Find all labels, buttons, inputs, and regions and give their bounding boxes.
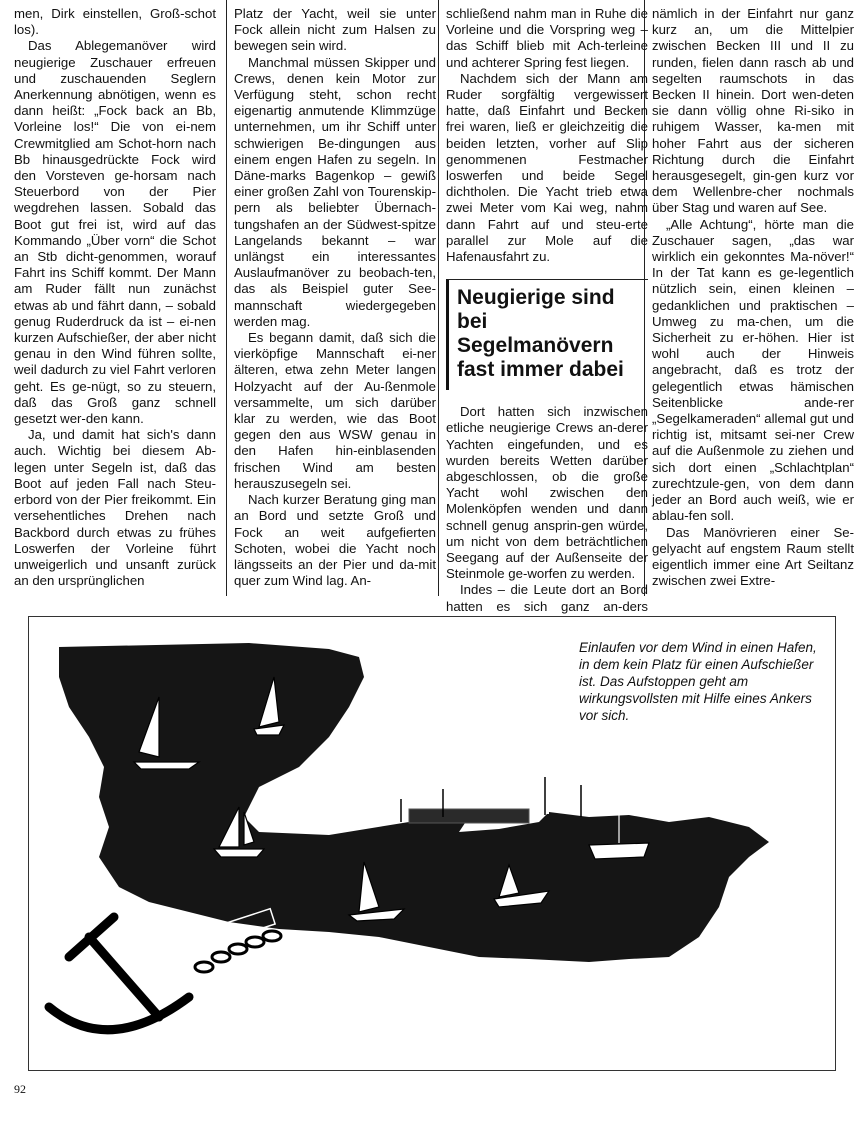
paragraph: Ja, und damit hat sich's dann auch. Wichtig bei diesem Ab-legen unter Segeln ist, daß das Boot auf jeden Fall nach Steu-erbord von der Pier freikommt. Ein versehentliches Drehen nach Backbord durch etwas zu frühes Loswerfen der Vorleine führt unweigerlich und unsanft zurück an den ursprünglichen <box>14 427 216 589</box>
paragraph: nämlich in der Einfahrt nur ganz kurz an, um die Mittelpier zwischen Becken III und II zu runden, fielen dann rasch ab und segelten raumschots in das Becken II hinein. Dort wen-deten sie dann völlig ohne Ri-siko in ruhigem Wasser, ka-men mit hoher Fahrt aus der sicheren Richtung durch die Einfahrt herausgesegelt, gin-gen kurz vor dem Wellenbre-cher nochmals über Stag und waren auf See. <box>652 6 854 216</box>
paragraph: Das Ablegemanöver wird neugierige Zuschauer erfreuen und zuschauenden Seglern Anerkennung abnötigen, wenn es dann heißt: „Fock back an Bb, Vorleine los!“ Die von ei-nem Crewmitglied am Schot-horn nach Bb hinausgedrückte Fock wird den Vorsteven ge-horsam nach Steuerbord von der Pier wegdrehen lassen. Sobald das Boot gut frei ist, wird auf das Kommando „Über vorn“ die Schot an Stb dicht-genommen, worauf Fahrt ins Schiff kommt. Der Mann am Ruder fällt nun zunächst etwas ab und fährt dann, – sobald genug Ruderdruck da ist – ei-nen kurzen Aufschießer, der aber nicht genau in den Wind führen sollte, weil dadurch zu viel Fahrt verloren geht. Es ge-nügt, so zu steuern, daß das Groß ganz schnell gesetzt wer-den kann. <box>14 38 216 427</box>
paragraph: Platz der Yacht, weil sie unter Fock allein nicht zum Halsen zu bewegen sein wird. <box>234 6 436 54</box>
article-column-3 <box>446 6 648 631</box>
paragraph: Manchmal müssen Skipper und Crews, denen kein Motor zur Verfügung steht, schon recht eigenartig anmutende Klimmzüge unternehmen, um ihr Schiff unter schwierigen Be-dingungen aus einem engen Hafen zu segeln. In Däne-marks Bagenkop – gewiß einer großen Zahl von Tourenskip-pern als beliebter Übernach-tungshafen an der Südwest-spitze Langelands bekannt – war unlängst ein interessantes Auslaufmanöver zu beobach-ten, das als Beispiel guter See-mannschaft wiedergegeben werden mag. <box>234 54 436 329</box>
paragraph: Nach kurzer Beratung ging man an Bord und setzte Groß und Fock an weit aufgefierten Schoten, wobei die Yacht noch längsseits an der Pier und da-mit quer zum Wind lag. An- <box>234 492 436 589</box>
article-column-1 <box>14 6 216 589</box>
page-number: 92 <box>14 1082 26 1096</box>
anchor-icon <box>49 917 189 1030</box>
paragraph: Nachdem sich der Mann am Ruder sorgfältig vergewissert hatte, daß Einfahrt und Becken frei waren, ließ er gleichzeitig die beiden letzten, vorher auf Slip genommenen Festmacher loswerfen und beide Segel dichtholen. Die Yacht trieb etwa zwei Meter vom Kai weg, nahm dann Fahrt auf und steu-erte parallel zur Mole auf die Hafenausfahrt zu. <box>446 70 648 265</box>
illustration-caption: Einlaufen vor dem Wind in einen Hafen, in dem kein Platz für einen Aufschießer ist. Das Aufstoppen geht am wirkungsvollsten mit Hilfe eines Ankers vor sich. <box>579 640 817 723</box>
pier-block <box>409 809 529 823</box>
paragraph: men, Dirk einstellen, Groß-schot los). <box>14 6 216 38</box>
harbor-illustration <box>28 616 836 1071</box>
anchor-chain <box>195 931 281 972</box>
paragraph: „Alle Achtung“, hörte man die Zuschauer sagen, „das war wirklich ein gekonntes Ma-növer!“ In der Tat kann es ge-legentlich nützlich sein, einen kleinen – gedanklichen und praktischen – Umweg zu ma-chen, um die Sicherheit zu er-höhen. Hier ist wohl auch der Hinweis angebracht, daß es trotz der gelegentlich etwas hämischen Seitenblicke ande-rer „Segelkameraden“ allemal gut und richtig ist, mitsamt sei-ner Crew auf die Außenmole zu ziehen und sich dort einen „Schlachtplan“ zurechtzule-gen, von dem dann jeder an Bord auch weiß, wie er ablau-fen soll. <box>652 216 854 524</box>
article-column-4 <box>652 6 854 589</box>
paragraph: Indes – die Leute dort an Bord hatten es sich ganz an-ders <box>446 582 648 614</box>
paragraph: Dort hatten sich inzwischen etliche neugierige Crews an-derer Yachten eingefunden, und es wurden bereits Wetten darüber abgeschlossen, ob die große Yacht wohl zwischen den Molenköpfen wenden und dann schnell genug ansprin-gen würde, um nicht von dem beträchtlichen Seegang auf der Außenseite der Steinmole ge-worfen zu werden. <box>446 404 648 582</box>
article-column-2 <box>234 6 436 589</box>
paragraph: schließend nahm man in Ruhe die Vorleine und die Vorspring weg – das Schiff blieb mit Ach-terleine und achterer Spring fest liegen. <box>446 6 648 70</box>
paragraph: Das Manövrieren einer Se-gelyacht auf engstem Raum stellt eigentlich immer eine Art Seiltanz zwischen zwei Extre- <box>652 524 854 589</box>
section-headline: Neugierige sind bei Segelmanövern fast immer dabei <box>446 279 648 390</box>
paragraph: Es begann damit, daß sich die vierköpfige Mannschaft ei-ner älteren, etwa zehn Meter langen Holzyacht auf der Au-ßenmole versammelte, um sich darüber klar zu werden, wie das Boot gegen den aus WSW genau in den Hafen hin-einblasenden frischen Wind am besten herauszusegeln sei. <box>234 330 436 491</box>
